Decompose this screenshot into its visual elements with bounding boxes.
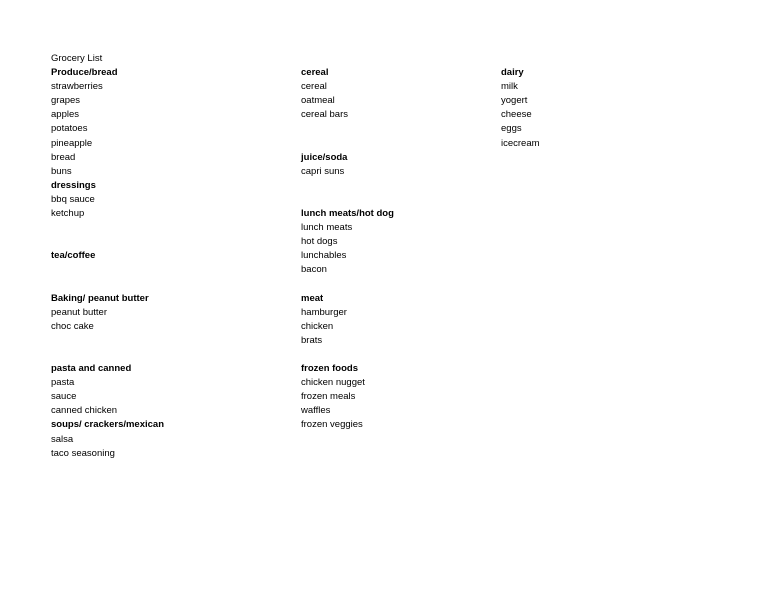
- list-item: taco seasoning: [51, 447, 115, 459]
- list-item: chicken nugget: [301, 377, 365, 389]
- list-item: capri suns: [301, 165, 345, 177]
- blank-line: [51, 263, 164, 277]
- blank-line: [51, 334, 164, 348]
- list-item: bread: [51, 151, 76, 163]
- category-heading: cereal: [301, 67, 329, 79]
- list-item: hot dogs: [301, 236, 338, 248]
- list-item: cheese: [501, 109, 532, 121]
- list-item: chicken: [301, 320, 334, 332]
- list-item: ketchup: [51, 208, 85, 220]
- blank-line: [301, 348, 394, 362]
- category-heading: juice/soda: [301, 151, 348, 163]
- category-heading: lunch meats/hot dog: [301, 208, 394, 220]
- category-heading: soups/ crackers/mexican: [51, 419, 165, 431]
- list-item: grapes: [51, 95, 81, 107]
- list-item: frozen veggies: [301, 419, 363, 431]
- list-item: oatmeal: [301, 95, 335, 107]
- list-item: lunch meats: [301, 222, 353, 234]
- category-heading: Produce/bread: [51, 67, 118, 79]
- category-heading: pasta and canned: [51, 363, 132, 375]
- blank-line: [51, 221, 164, 235]
- list-item: salsa: [51, 433, 74, 445]
- list-item: bacon: [301, 264, 327, 276]
- category-heading: dairy: [501, 67, 524, 79]
- column-right: [501, 52, 540, 151]
- blank-line: [301, 122, 394, 136]
- blank-line: [51, 278, 164, 292]
- category-heading: dressings: [51, 179, 96, 191]
- category-heading: tea/coffee: [51, 250, 96, 262]
- list-item: strawberries: [51, 81, 103, 93]
- list-item: bbq sauce: [51, 193, 95, 205]
- list-item: lunchables: [301, 250, 347, 262]
- blank-line: [51, 235, 164, 249]
- list-item: potatoes: [51, 123, 88, 135]
- category-heading: meat: [301, 292, 324, 304]
- list-item: apples: [51, 109, 79, 121]
- blank-line: [301, 137, 394, 151]
- list-item: hamburger: [301, 306, 347, 318]
- list-item: pineapple: [51, 137, 93, 149]
- list-item: sauce: [51, 391, 77, 403]
- list-item: milk: [501, 81, 518, 93]
- category-heading: frozen foods: [301, 363, 358, 375]
- list-item: waffles: [301, 405, 331, 417]
- list-item: peanut butter: [51, 306, 107, 318]
- blank-line: [301, 179, 394, 193]
- list-item: choc cake: [51, 320, 94, 332]
- column-left: [51, 52, 164, 461]
- list-item: eggs: [501, 123, 522, 135]
- blank-line: [301, 278, 394, 292]
- blank-line: [301, 52, 394, 66]
- blank-line: [501, 52, 540, 66]
- list-item: brats: [301, 334, 323, 346]
- list-item: icecream: [501, 137, 540, 149]
- list-item: cereal bars: [301, 109, 348, 121]
- list-item: Grocery List: [51, 53, 103, 64]
- list-item: canned chicken: [51, 405, 118, 417]
- category-heading: Baking/ peanut butter: [51, 292, 149, 304]
- list-item: cereal: [301, 81, 327, 93]
- column-middle: [301, 52, 394, 433]
- blank-line: [301, 193, 394, 207]
- list-item: frozen meals: [301, 391, 356, 403]
- list-item: pasta: [51, 377, 75, 389]
- blank-line: [51, 348, 164, 362]
- list-item: yogert: [501, 95, 528, 107]
- list-item: buns: [51, 165, 72, 177]
